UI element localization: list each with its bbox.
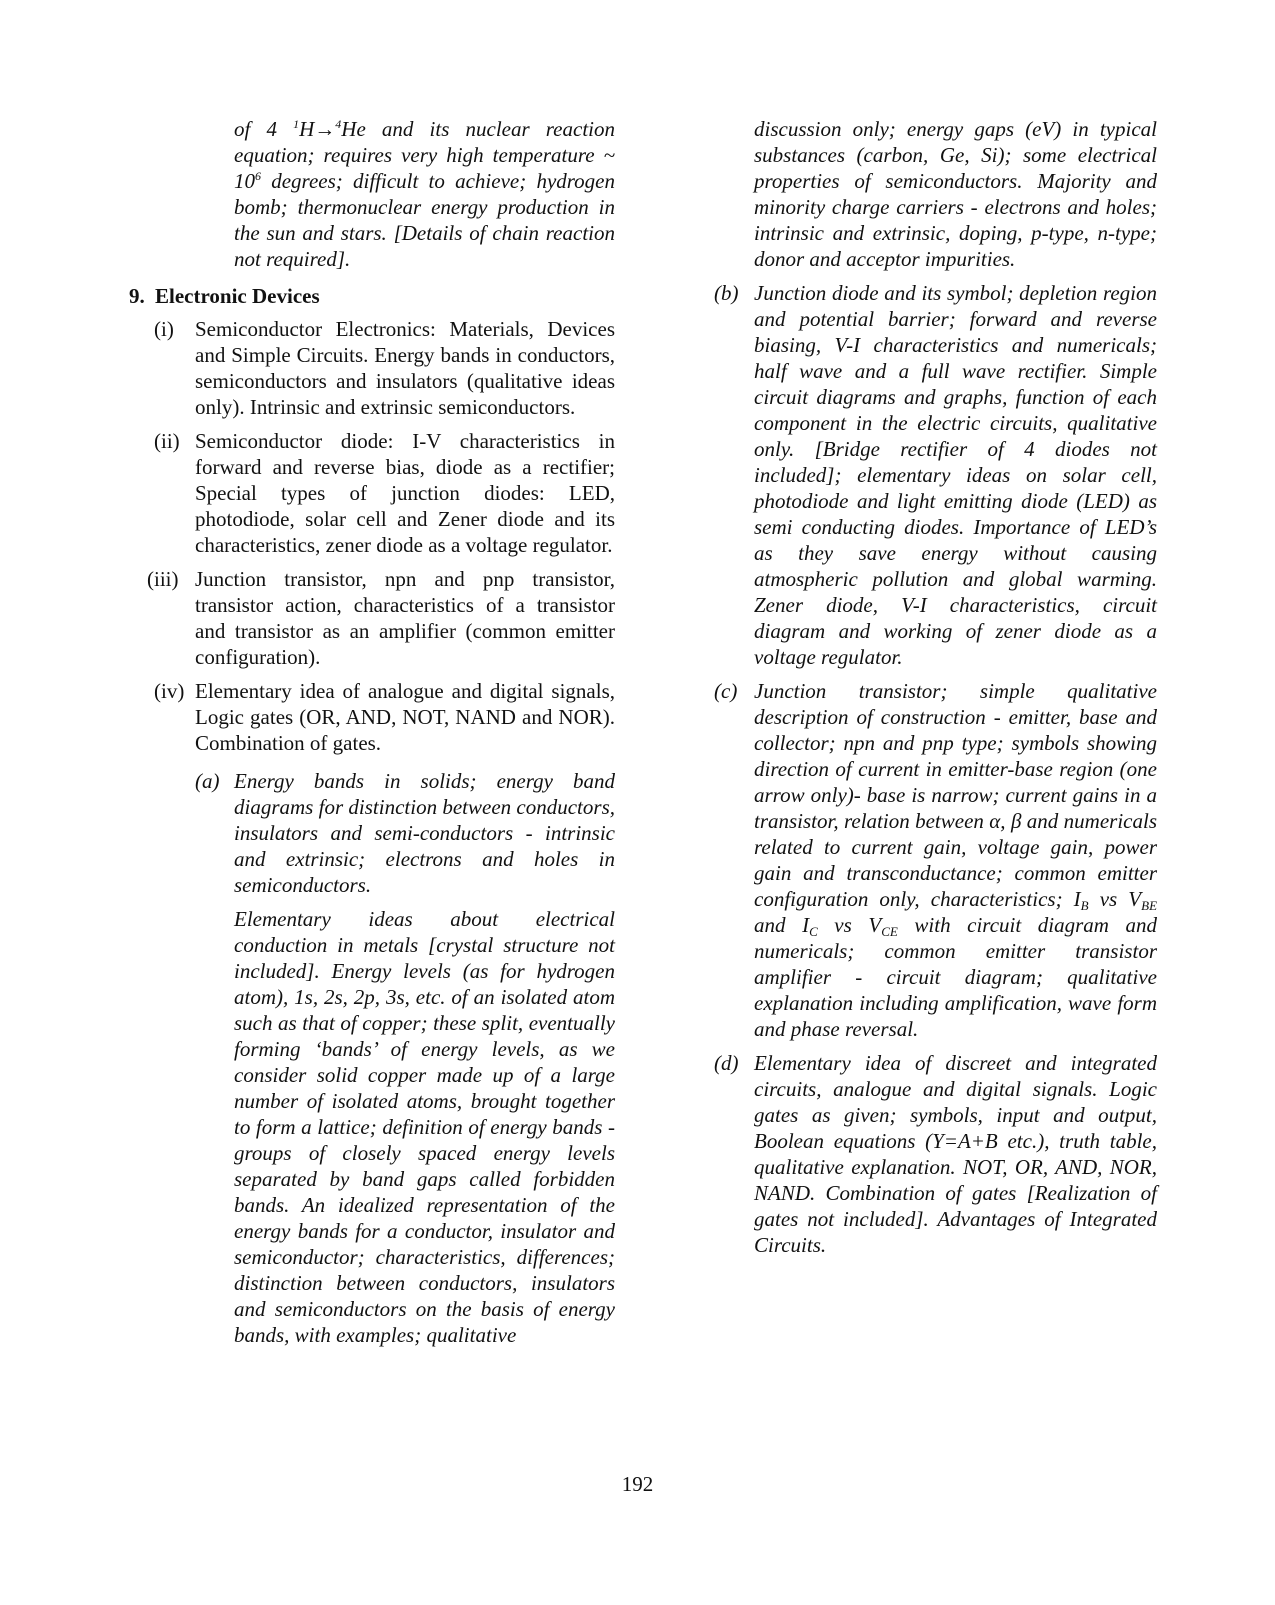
text-run: and I	[754, 913, 810, 937]
section-number: 9.	[129, 284, 145, 308]
sub-item-b	[714, 280, 1157, 670]
item-label: (iii)	[147, 567, 179, 591]
superscript: 6	[255, 169, 261, 183]
text-run: Junction transistor; simple qualitative description of construction - emitter, base and collector; npn and pnp type; symbols showing direction of current in emitter-base region (one arrow only)- base is narrow; current gains in a transistor, relation between α, β and numericals related to current gain, voltage gain, power gain and transconductance; common emitter configuration only, characteristics; I	[754, 679, 1157, 911]
item-text: Junction transistor, npn and pnp transistor, transistor action, characteristics of a transistor and transistor as an amplifier (common emitter configuration).	[195, 567, 615, 669]
item-label: (d)	[714, 1051, 739, 1075]
page-number: 192	[621, 1472, 654, 1496]
subscript: B	[1080, 898, 1089, 913]
text-run: He and its nuclear reaction equation; requires very high temperature ~ 10	[234, 117, 615, 193]
left-column	[122, 116, 615, 1348]
item-text: Semiconductor diode: I-V characteristics in forward and reverse bias, diode as a rectifier; Special types of junction diodes: LED, photodiode, solar cell and Zener diode and its characteristics, zener diode as a voltage regulator.	[195, 429, 615, 557]
text-run: of 4	[234, 117, 294, 141]
text-run: vs V	[817, 913, 882, 937]
list-item	[122, 316, 615, 420]
text-run: H	[299, 117, 315, 141]
item-label: (i)	[154, 317, 174, 341]
right-column	[714, 116, 1158, 1258]
item-text: Semiconductor Electronics: Materials, Devices and Simple Circuits. Energy bands in conductors, semiconductors and insulators (qualitative ideas only). Intrinsic and extrinsic semiconductors.	[195, 317, 615, 419]
text-run: degrees; difficult to achieve; hydrogen bomb; thermonuclear energy production in the sun and stars. [Details of chain reaction not required].	[234, 169, 615, 271]
subscript: BE	[1141, 898, 1158, 913]
superscript: 1	[293, 117, 300, 131]
subscript: CE	[881, 924, 898, 939]
text-run: with circuit diagram and numericals; common emitter transistor amplifier - circuit diagram; qualitative explanation including amplification, wave form and phase reversal.	[754, 913, 1157, 1041]
section-heading	[129, 283, 615, 309]
list-item	[122, 428, 615, 558]
sub-item-a-paragraph: Elementary ideas about electrical conduction in metals [crystal structure not included]. Energy levels (as for hydrogen atom), 1s, 2s, 2p, 3s, etc. of an isolated atom such as that of copper; these split, eventually forming ‘bands’ of energy levels, as we consider solid copper made up of a large number of isolated atoms, brought together to form a lattice; definition of energy bands - groups of closely spaced energy levels separated by band gaps called forbidden bands. An idealized representation of the energy bands for a conductor, insulator and semiconductor; characteristics, differences; distinction between conductors, insulators and semiconductors on the basis of energy bands, with examples; qualitative	[234, 907, 615, 1347]
item-label: (ii)	[154, 429, 180, 453]
item-label: (b)	[714, 281, 739, 305]
arrow-symbol: →	[314, 117, 336, 141]
item-label: (iv)	[154, 679, 185, 703]
continuation-paragraph: discussion only; energy gaps (eV) in typical substances (carbon, Ge, Si); some electrical properties of semiconductors. Majority and minority charge carriers - electrons and holes; intrinsic and extrinsic, doping, p-type, n-type; donor and acceptor impurities.	[754, 117, 1157, 271]
item-text: Junction diode and its symbol; depletion region and potential barrier; forward and reverse biasing, V-I characteristics and numericals; half wave and a full wave rectifier. Simple circuit diagrams and graphs, function of each component in the electric circuits, qualitative only. [Bridge rectifier of 4 diodes not included]; elementary ideas on solar cell, photodiode and light emitting diode (LED) as semi conducting diodes. Importance of LED’s as they save energy without causing atmospheric pollution and global warming. Zener diode, V-I characteristics, circuit diagram and working of zener diode as a voltage regulator.	[754, 281, 1157, 669]
list-item	[122, 566, 615, 670]
item-text: Elementary idea of analogue and digital signals, Logic gates (OR, AND, NOT, NAND and NOR). Combination of gates.	[195, 679, 615, 755]
list-item	[122, 678, 615, 756]
sub-item-a	[122, 768, 615, 898]
sub-item-c	[714, 678, 1157, 1042]
section-title: Electronic Devices	[155, 284, 320, 308]
item-label: (c)	[714, 679, 738, 703]
subscript: C	[809, 924, 818, 939]
item-label: (a)	[195, 769, 220, 793]
item-text	[754, 678, 1157, 1042]
item-text: Elementary idea of discreet and integrated circuits, analogue and digital signals. Logic gates as given; symbols, input and output, Boolean equations (Y=A+B etc.), truth table, qualitative explanation. NOT, OR, AND, NOR, NAND. Combination of gates [Realization of gates not included]. Advantages of Integrated Circuits.	[754, 1051, 1157, 1257]
continuation-paragraph	[234, 116, 615, 272]
sub-item-d	[714, 1050, 1157, 1258]
superscript: 4	[335, 117, 342, 131]
item-text: Energy bands in solids; energy band diagrams for distinction between conductors, insulators and semi-conductors - intrinsic and extrinsic; electrons and holes in semiconductors.	[234, 769, 615, 897]
text-run: vs V	[1088, 887, 1142, 911]
